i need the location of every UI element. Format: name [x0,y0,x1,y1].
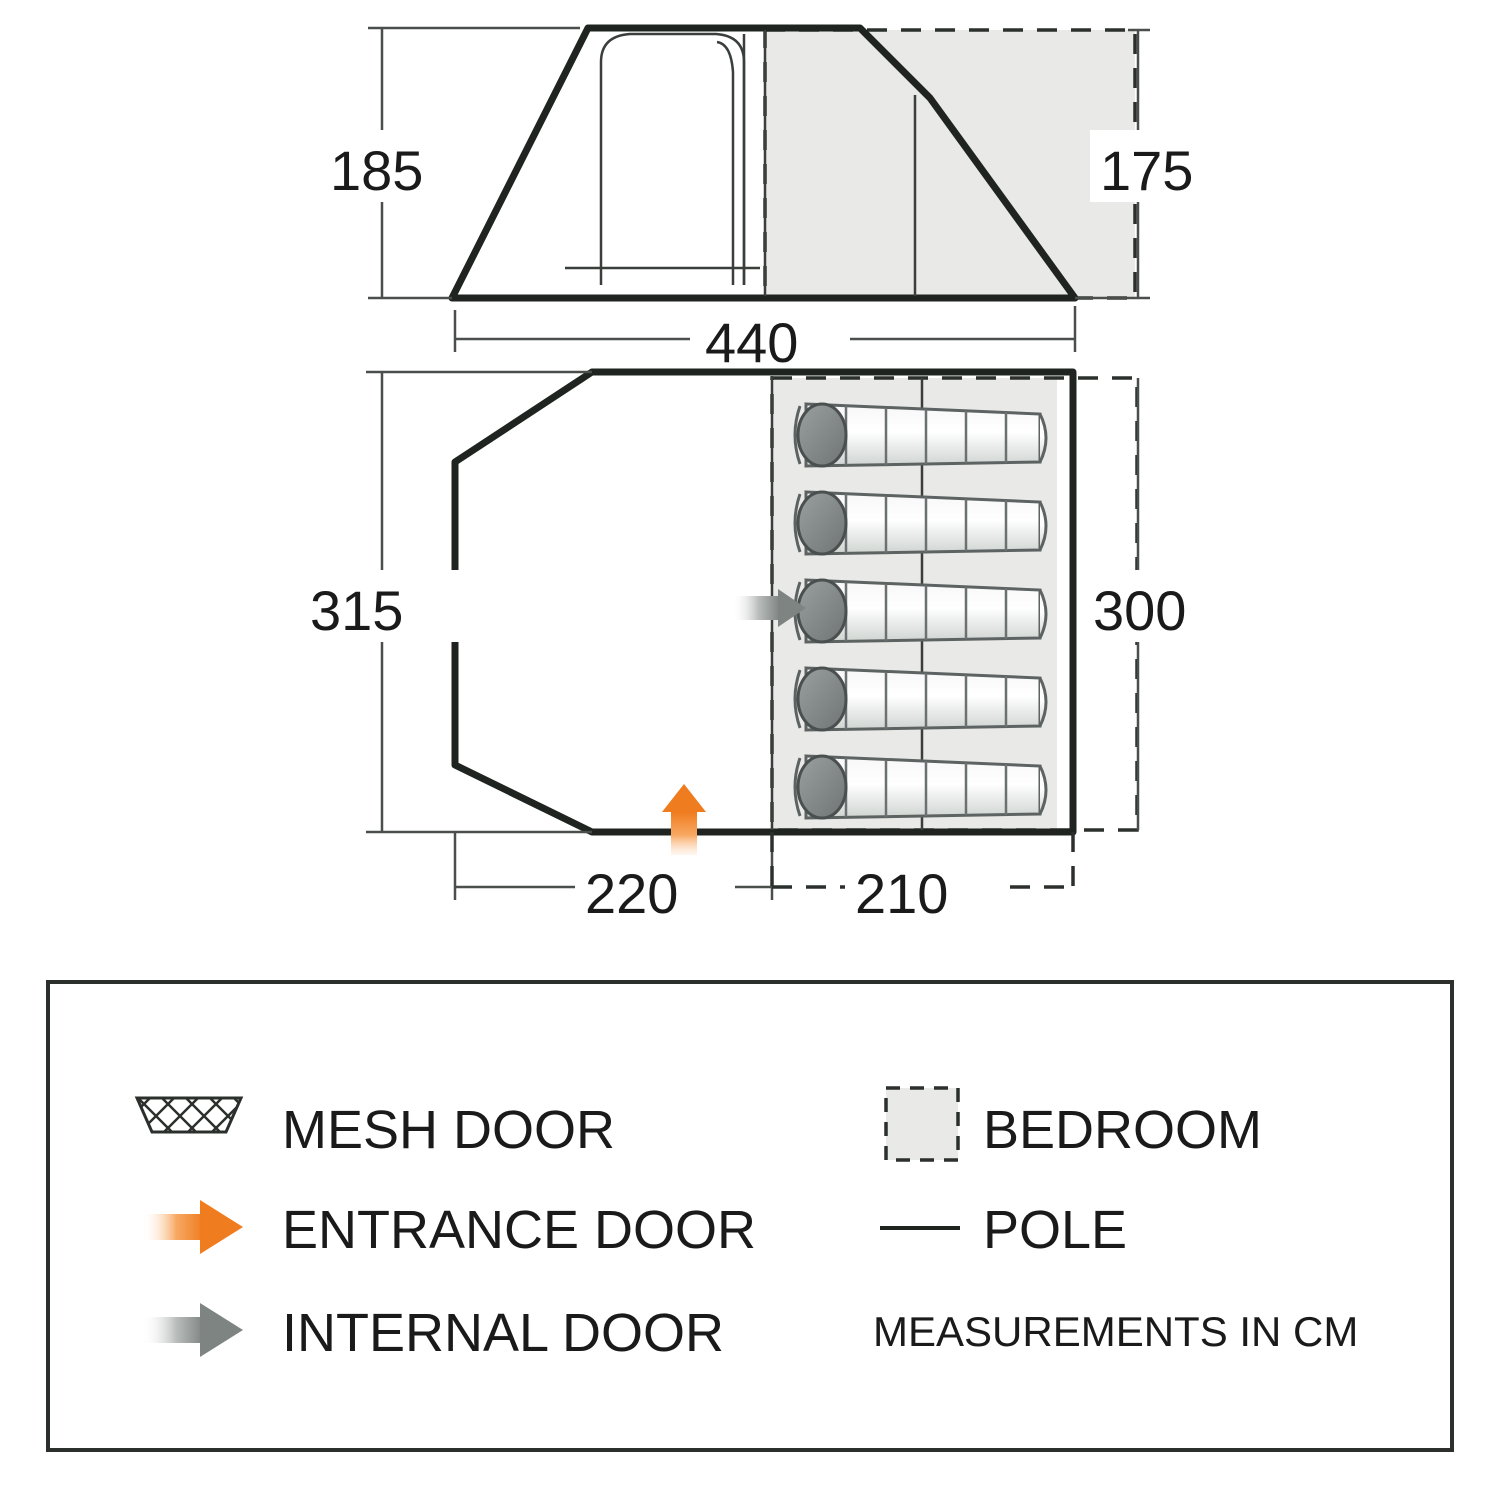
entrance-door-icon [142,1200,243,1254]
entrance-door-arrow-plan [662,784,706,864]
sleeping-bag [795,404,1046,466]
legend-label-units: MEASUREMENTS IN CM [873,1308,1359,1355]
legend-item-bedroom [886,1088,1262,1160]
legend-item-pole [880,1200,1127,1260]
legend-label-mesh-door: MESH DOOR [282,1100,616,1160]
elevation-door-fold [717,42,733,285]
legend-label-entrance-door: ENTRANCE DOOR [282,1200,757,1260]
legend-label-bedroom: BEDROOM [983,1100,1263,1160]
dim-210-label: 210 [855,862,949,925]
dim-220-label: 220 [585,862,679,925]
legend-item-entrance-door [142,1200,756,1260]
dim-300-label: 300 [1093,579,1187,642]
elevation-view [300,28,1270,375]
sleeping-bag [795,492,1046,554]
legend-item-mesh-door [137,1098,615,1160]
plan-view [300,372,1270,927]
dim-440-label: 440 [705,311,799,374]
legend-label-internal-door: INTERNAL DOOR [282,1303,725,1363]
internal-door-icon [142,1303,243,1357]
elevation-door-outline [601,34,744,285]
sleeping-bag [795,580,1046,642]
sleeping-bag [795,756,1046,818]
mesh-door-icon [137,1098,241,1132]
legend [48,982,1452,1450]
legend-item-internal-door [142,1303,724,1363]
bedroom-icon [886,1088,958,1160]
dim-175-label: 175 [1100,139,1194,202]
dim-185-label: 185 [330,139,424,202]
legend-label-pole: POLE [983,1200,1128,1260]
elevation-bedroom-fill [765,30,1135,298]
sleeping-bag [795,668,1046,730]
dim-315-label: 315 [310,579,404,642]
